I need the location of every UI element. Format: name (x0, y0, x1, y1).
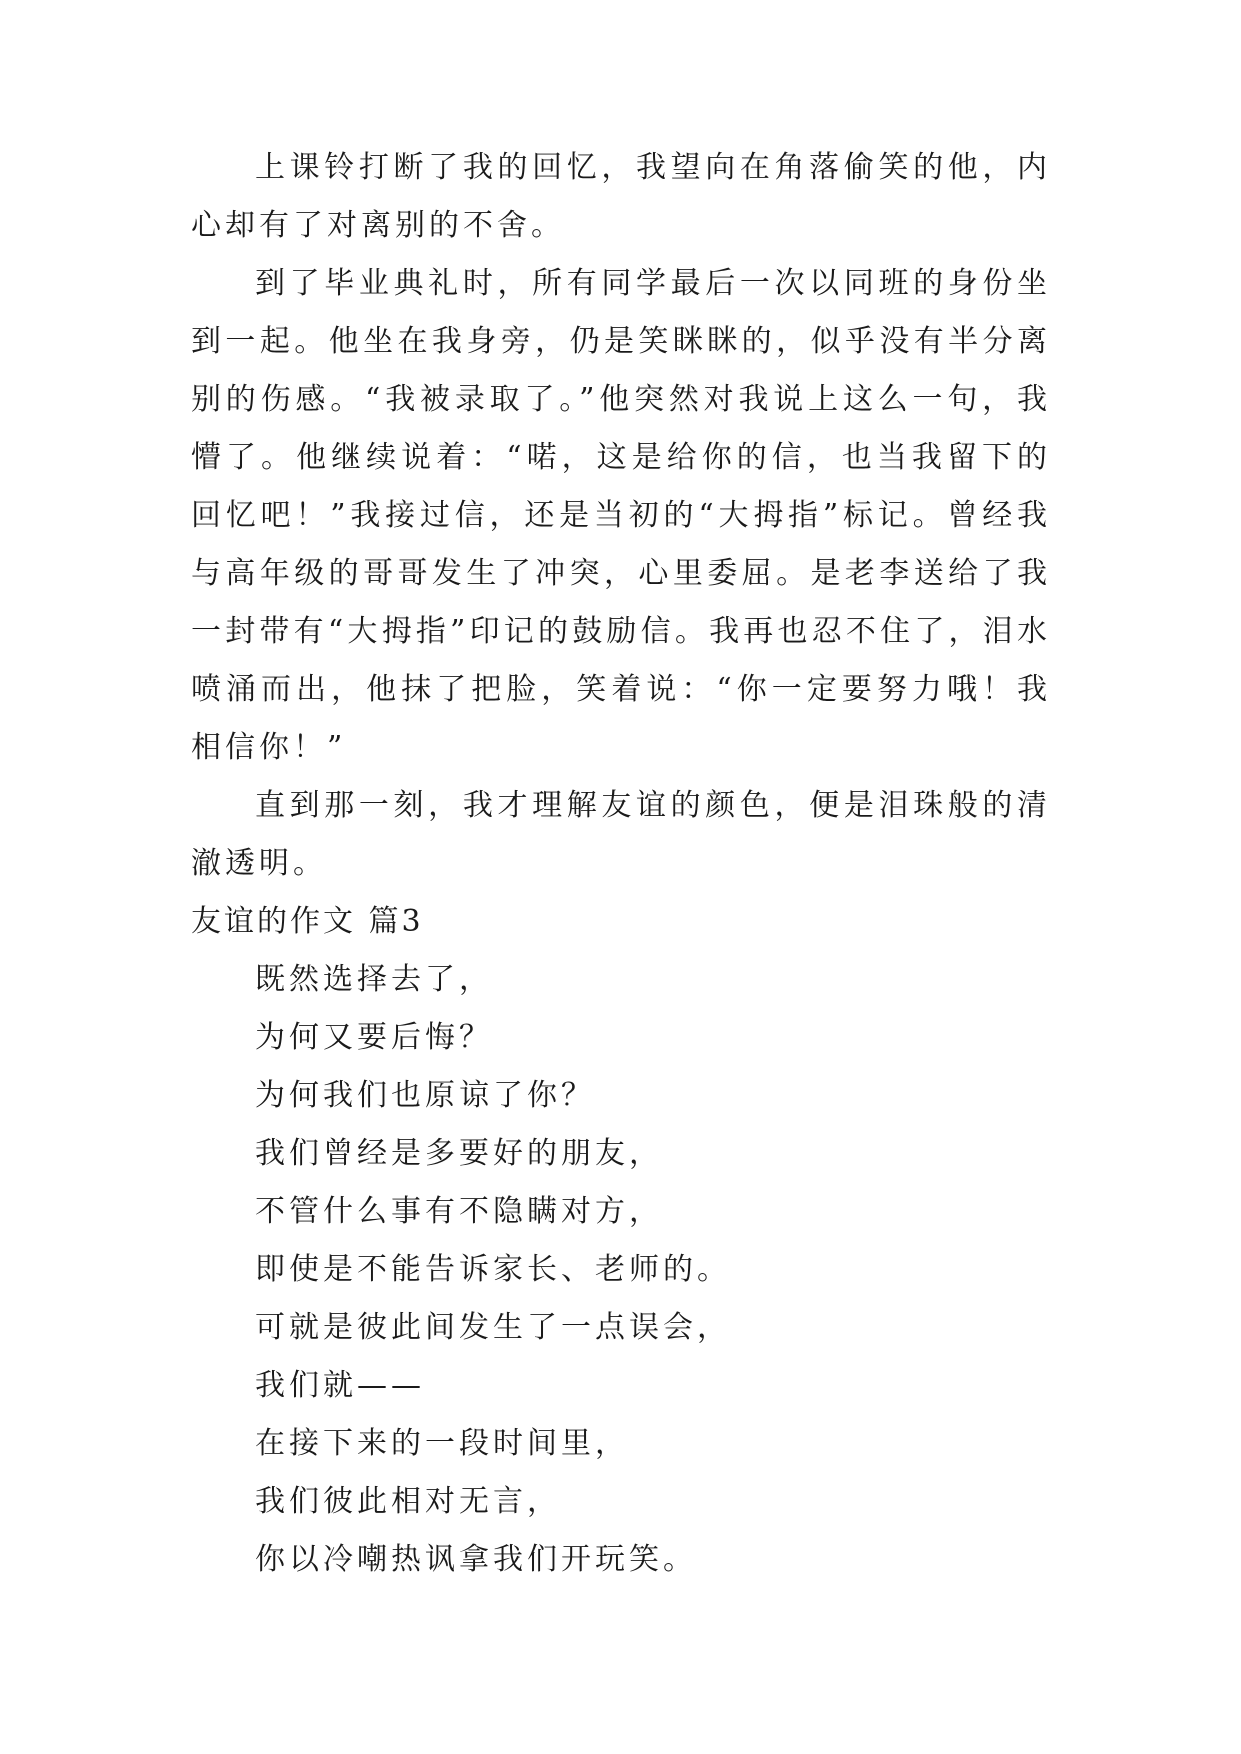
poem-line: 可就是彼此间发生了一点误会， (255, 1310, 731, 1345)
paragraph-graduation: 到了毕业典礼时，所有同学最后一次以同班的身份坐到一起。他坐在我身旁，仍是笑眯眯的，似乎没有半分离别的伤感。“我被录取了。”他突然对我说上这么一句，我懵了。他继续说着：“喏，这是给你的信，也当我留下的回忆吧！”我接过信，还是当初的“大拇指”标记。曾经我与高年级的哥哥发生了冲突，心里委屈。是老李送给了我一封带有“大拇指”印记的鼓励信。我再也忍不住了，泪水喷涌而出，他抹了把脸，笑着说：“你一定要努力哦！我相信你！” (191, 266, 1051, 765)
poem (191, 951, 1051, 1589)
poem-line: 既然选择去了， (255, 962, 493, 997)
poem-line: 我们就—— (255, 1368, 425, 1403)
poem-line: 你以冷嘲热讽拿我们开玩笑。 (255, 1542, 697, 1577)
poem-line: 即使是不能告诉家长、老师的。 (255, 1252, 731, 1287)
paragraph-recollection: 上课铃打断了我的回忆，我望向在角落偷笑的他，内心却有了对离别的不舍。 (191, 150, 1051, 243)
paragraph-conclusion: 直到那一刻，我才理解友谊的颜色，便是泪珠般的清澈透明。 (191, 788, 1051, 881)
section-heading: 友谊的作文 篇3 (191, 904, 424, 939)
poem-line: 我们曾经是多要好的朋友， (255, 1136, 663, 1171)
poem-line: 为何又要后悔？ (255, 1020, 493, 1055)
poem-line: 不管什么事有不隐瞒对方， (255, 1194, 663, 1229)
poem-line: 在接下来的一段时间里， (255, 1426, 629, 1461)
essay-body (191, 139, 1051, 1589)
poem-line: 为何我们也原谅了你？ (255, 1078, 595, 1113)
poem-line: 我们彼此相对无言， (255, 1484, 561, 1519)
